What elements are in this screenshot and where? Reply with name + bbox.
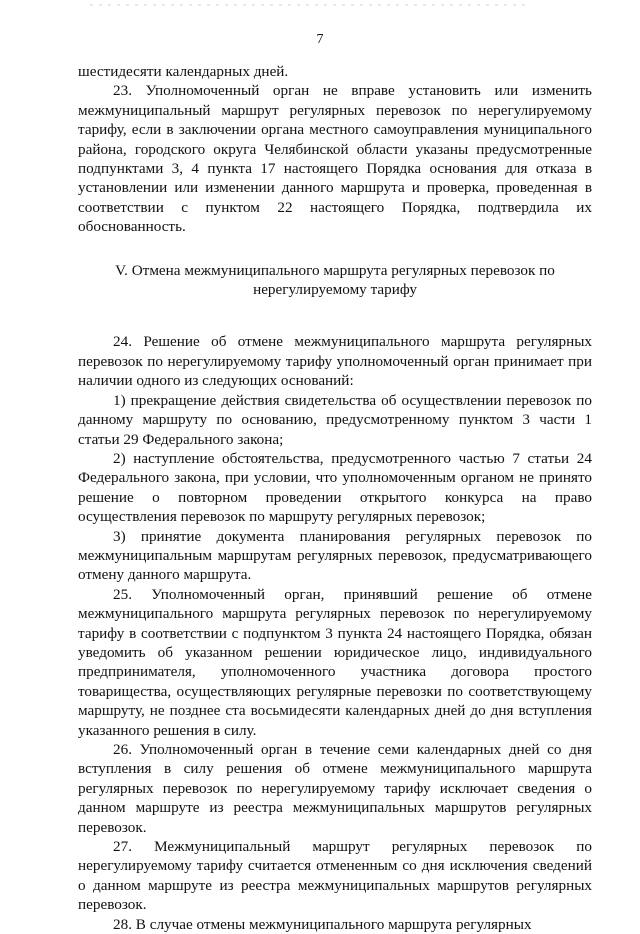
paragraph-23: 23. Уполномоченный орган не вправе установить или изменить межмуниципальный маршрут регулярных перевозок по нерегулируемому тарифу, если в заключении органа местного самоуправления муниципального района, городского округа Челябинской области указаны предусмотренные подпунктами 3, 4 пункта 17 настоящего Порядка основания для отказа в установлении или изменении данного маршрута и проверка, проведенная в соответствии с пунктом 22 настоящего Порядка, подтвердила их обоснованность. — [78, 82, 592, 236]
paragraph-28: 28. В случае отмены межмуниципального маршрута регулярных — [113, 915, 532, 933]
list-item-1: 1) прекращение действия свидетельства об осуществлении перевозок по данному маршруту по основанию, предусмотренному пунктом 3 части 1 статьи 29 Федерального закона; — [78, 391, 592, 448]
scan-artifact — [90, 4, 530, 6]
list-item-2: 2) наступление обстоятельства, предусмотренного частью 7 статьи 24 Федерального закона, при условии, что уполномоченным органом не принято решение о повторном проведении открытого конкурса на право осуществления перевозок по маршруту регулярных перевозок; — [78, 449, 592, 526]
paragraph-27: 27. Межмуниципальный маршрут регулярных перевозок по нерегулируемому тарифу считается отмененным со дня исключения сведений о данном маршруте из реестра межмуниципальных маршрутов регулярных перевозок. — [78, 838, 592, 914]
section-heading: V. Отмена межмуниципального маршрута регулярных перевозок по нерегулируемому тарифу — [115, 261, 555, 299]
paragraph-26: 26. Уполномоченный орган в течение семи календарных дней со дня вступления в силу решения об отмене межмуниципального маршрута регулярных перевозок по нерегулируемому тарифу исключает сведения о данном маршруте из реестра межмуниципальных маршрутов регулярных перевозок. — [78, 741, 592, 836]
document-body — [78, 62, 592, 934]
paragraph-continuation: шестидесяти календарных дней. — [78, 63, 289, 80]
paragraph-24: 24. Решение об отмене межмуниципального маршрута регулярных перевозок по нерегулируемому тарифу уполномоченный орган принимает при наличии одного из следующих оснований: — [78, 333, 592, 390]
paragraph-25: 25. Уполномоченный орган, принявший решение об отмене межмуниципального маршрута регулярных перевозок по нерегулируемому тарифу в соответствии с подпунктом 3 пункта 24 настоящего Порядка, обязан уведомить об указанном решении юридическое лицо, индивидуального предпринимателя, уполномоченного участника договора простого товарищества, осуществляющих регулярные перевозки по соответствующему маршруту, не позднее ста восьмидесяти календарных дней до дня вступления указанного решения в силу. — [78, 585, 592, 739]
list-item-3: 3) принятие документа планирования регулярных перевозок по межмуниципальным маршрутам регулярных перевозок, предусматривающего отмену данного маршрута. — [78, 527, 592, 584]
page-number: 7 — [316, 32, 324, 47]
